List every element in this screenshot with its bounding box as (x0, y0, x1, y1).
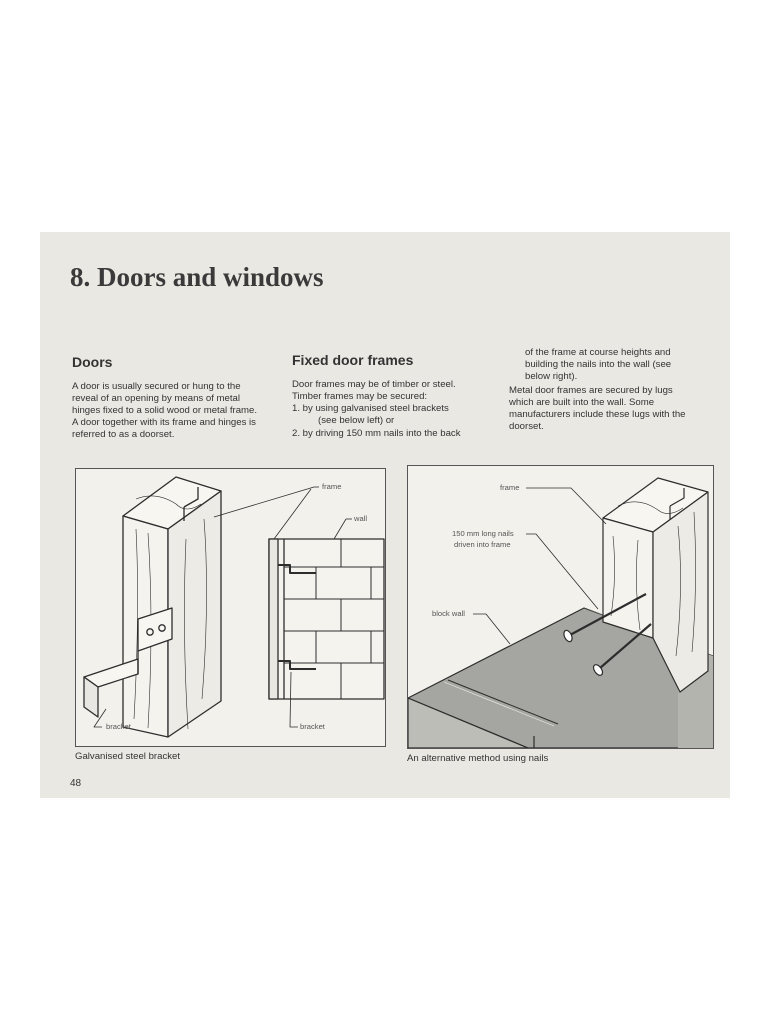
continuation-line: of the frame at course heights and (525, 347, 671, 358)
nails-illustration (408, 466, 713, 748)
page-number: 48 (70, 778, 82, 789)
fixed-frames-list (292, 403, 492, 440)
nails-figure-caption: An alternative method using nails (407, 753, 549, 764)
metal-frames-line: which are built into the wall. Some (509, 397, 655, 408)
bracket-figure-caption: Galvanised steel bracket (75, 751, 181, 762)
metal-frames-line: doorset. (509, 421, 544, 432)
doors-line: A door together with its frame and hinges is (72, 417, 256, 428)
metal-frames-line: manufacturers include these lugs with the (509, 409, 686, 420)
doors-line: A door is usually secured or hung to the (72, 381, 241, 392)
bracket-illustration (76, 469, 385, 746)
wall-label: wall (354, 514, 368, 523)
continuation-line: below right). (525, 371, 578, 382)
doors-line: hinges fixed to a solid wood or metal frame. (72, 405, 258, 416)
frame-label: frame (500, 483, 520, 492)
section-bracket-label: bracket (300, 722, 325, 731)
continuation-line: building the nails into the wall (see (525, 359, 672, 370)
nails-figure (407, 465, 714, 749)
list-item-line: 1. by using galvanised steel brackets (292, 403, 449, 414)
fixed-frames-heading: Fixed door frames (292, 352, 414, 368)
doors-heading: Doors (72, 354, 113, 370)
bracket-figure (75, 468, 386, 747)
chapter-title: 8. Doors and windows (70, 262, 324, 292)
doors-line: referred to as a doorset. (72, 429, 175, 440)
fixed-frames-intro-line: Door frames may be of timber or steel. (292, 379, 456, 390)
nails-label-line2: driven into frame (454, 540, 511, 549)
list-item (292, 403, 492, 428)
block-wall-label: block wall (432, 609, 465, 618)
bracket-label: bracket (106, 722, 131, 731)
list-item-line: 2. by driving 150 mm nails into the back (292, 427, 461, 439)
list-item-line: (see below left) or (318, 415, 395, 427)
nails-label: 150 mm long nails (452, 529, 514, 538)
fixed-frames-intro-line: Timber frames may be secured: (292, 391, 428, 402)
list-item (292, 428, 492, 440)
metal-frames-line: Metal door frames are secured by lugs (509, 385, 673, 396)
frame-label: frame (322, 482, 342, 491)
doors-line: reveal of an opening by means of metal (72, 393, 240, 404)
